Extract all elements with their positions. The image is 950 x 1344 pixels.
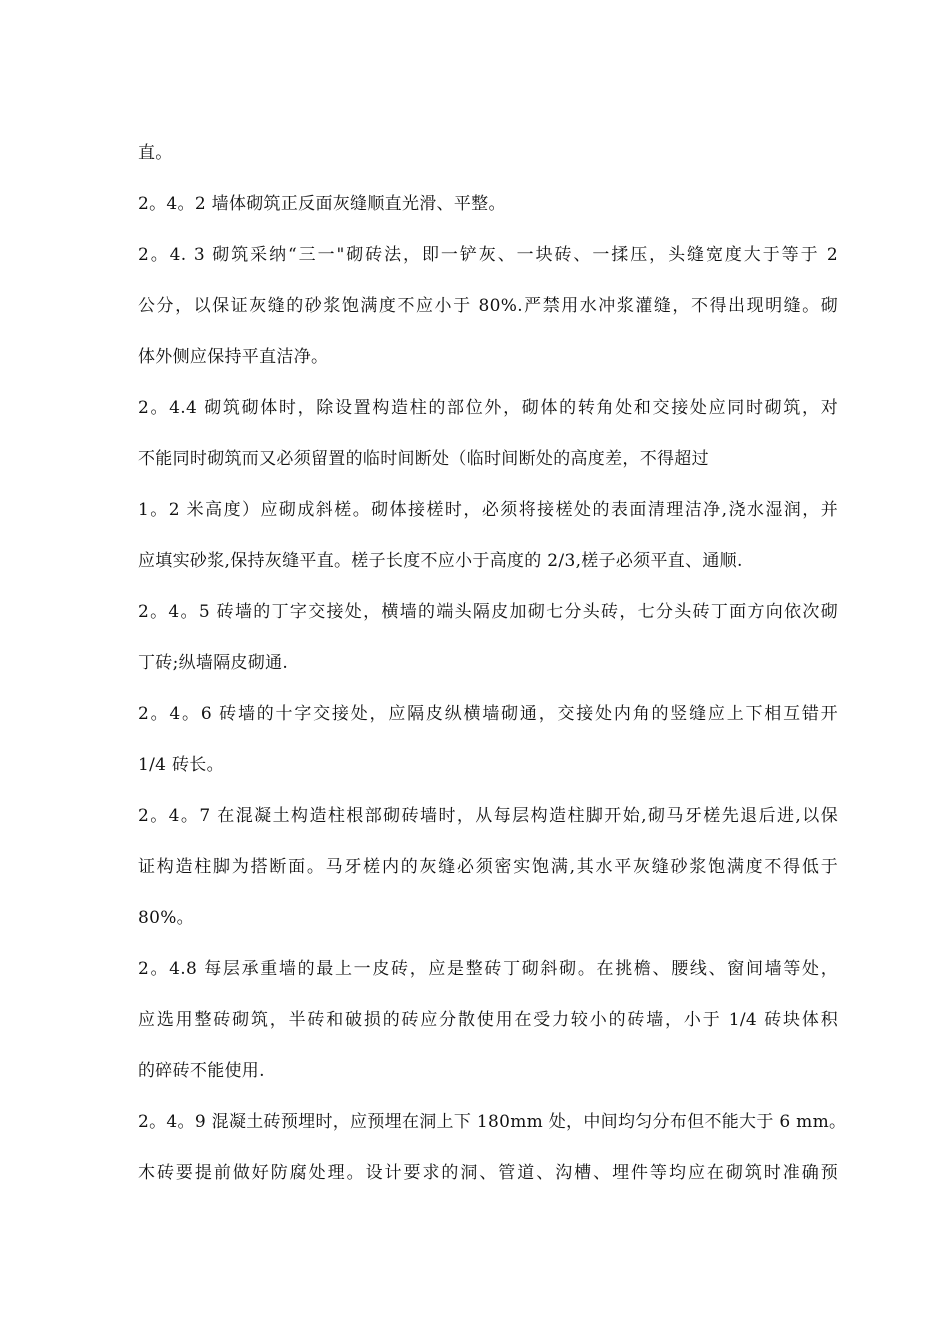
text-line: 公分，以保证灰缝的砂浆饱满度不应小于 80%.严禁用水冲浆灌缝，不得出现明缝。砌	[138, 296, 838, 316]
text-line: 2。4.8 每层承重墙的最上一皮砖，应是整砖丁砌斜砌。在挑檐、腰线、窗间墙等处，	[138, 959, 838, 979]
text-line: 2。4。6 砖墙的十字交接处，应隔皮纵横墙砌通，交接处内角的竖缝应上下相互错开	[138, 704, 838, 724]
text-line: 2。4。2 墙体砌筑正反面灰缝顺直光滑、平整。	[138, 194, 506, 214]
text-line: 应选用整砖砌筑，半砖和破损的砖应分散使用在受力较小的砖墙，小于 1/4 砖块体积	[138, 1010, 838, 1030]
text-line: 1/4 砖长。	[138, 755, 224, 775]
text-line: 丁砖;纵墙隔皮砌通.	[138, 653, 289, 673]
text-line: 直。	[138, 143, 173, 163]
text-line: 的碎砖不能使用.	[138, 1061, 265, 1081]
text-line: 证构造柱脚为搭断面。马牙槎内的灰缝必须密实饱满,其水平灰缝砂浆饱满度不得低于	[138, 857, 838, 877]
text-line: 不能同时砌筑而又必须留置的临时间断处（临时间断处的高度差，不得超过	[138, 449, 709, 469]
text-line: 体外侧应保持平直洁净。	[138, 347, 329, 367]
text-line: 2。4。5 砖墙的丁字交接处，横墙的端头隔皮加砌七分头砖，七分头砖丁面方向依次砌	[138, 602, 838, 622]
text-line: 80%。	[138, 908, 194, 928]
text-line: 2。4.4 砌筑砌体时，除设置构造柱的部位外，砌体的转角处和交接处应同时砌筑，对	[138, 398, 838, 418]
text-line: 2。4. 3 砌筑采纳“三一"砌砖法，即一铲灰、一块砖、一揉压，头缝宽度大于等于 2	[138, 245, 838, 265]
text-line: 木砖要提前做好防腐处理。设计要求的洞、管道、沟槽、埋件等均应在砌筑时准确预	[138, 1163, 838, 1183]
text-line: 2。4。7 在混凝土构造柱根部砌砖墙时，从每层构造柱脚开始,砌马牙槎先退后进,以保	[138, 806, 838, 826]
text-line: 1。2 米高度）应砌成斜槎。砌体接槎时，必须将接槎处的表面清理洁净,浇水湿润，并	[138, 500, 838, 520]
text-line: 应填实砂浆,保持灰缝平直。槎子长度不应小于高度的 2/3,槎子必须平直、通顺.	[138, 551, 743, 571]
text-line: 2。4。9 混凝土砖预埋时，应预埋在洞上下 180mm 处，中间均匀分布但不能大于 6 mm。	[138, 1112, 847, 1132]
